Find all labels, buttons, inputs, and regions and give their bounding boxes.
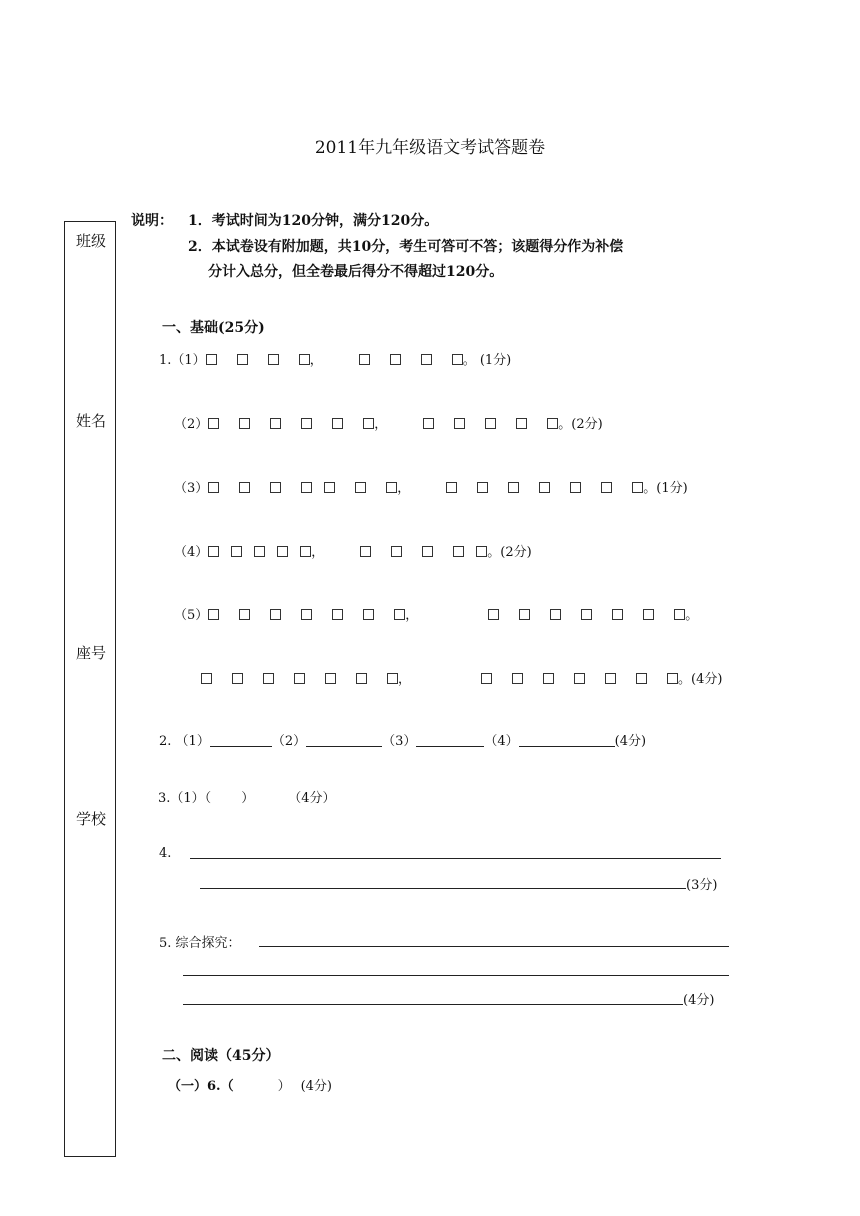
q6-label: （一）6.（	[168, 1079, 234, 1094]
paren: ）	[241, 791, 255, 806]
q5-answer-line-2[interactable]	[183, 975, 729, 976]
answer-box[interactable]	[390, 354, 401, 365]
score: 。(2分)	[487, 545, 532, 560]
answer-box[interactable]	[270, 482, 281, 493]
answer-box[interactable]	[356, 673, 367, 684]
answer-box[interactable]	[239, 418, 250, 429]
answer-box[interactable]	[359, 354, 370, 365]
punctuation: 。	[685, 608, 699, 623]
comma: ，	[397, 481, 411, 496]
answer-box[interactable]	[643, 609, 654, 620]
answer-box[interactable]	[231, 546, 242, 557]
student-info-box	[64, 221, 116, 1157]
answer-box[interactable]	[277, 546, 288, 557]
answer-box[interactable]	[476, 546, 487, 557]
answer-box[interactable]	[386, 482, 397, 493]
answer-box[interactable]	[488, 609, 499, 620]
q4-answer-line-1[interactable]	[190, 858, 721, 859]
answer-box[interactable]	[391, 546, 402, 557]
q1-part2	[174, 413, 603, 432]
answer-box[interactable]	[581, 609, 592, 620]
score: 。(1分)	[643, 481, 688, 496]
answer-box[interactable]	[208, 546, 219, 557]
answer-box[interactable]	[239, 609, 250, 620]
score: 。(2分)	[558, 417, 603, 432]
answer-box[interactable]	[636, 673, 647, 684]
answer-box[interactable]	[363, 418, 374, 429]
q3-label: 3.（1）（	[158, 791, 212, 806]
answer-box[interactable]	[394, 609, 405, 620]
instructions-prefix: 说明：	[131, 213, 173, 229]
q4-label: 4.	[159, 846, 172, 861]
answer-box[interactable]	[601, 482, 612, 493]
answer-box[interactable]	[208, 609, 219, 620]
answer-box[interactable]	[612, 609, 623, 620]
instruction-2a: 2．本试卷设有附加题，共10分，考生可答可不答；该题得分作为补偿	[188, 239, 624, 255]
answer-box[interactable]	[516, 418, 527, 429]
answer-box[interactable]	[632, 482, 643, 493]
q5-answer-line-3[interactable]	[183, 1004, 683, 1005]
class-label: 班级	[75, 232, 106, 250]
q1-part1-label: 1.（1）	[159, 353, 206, 368]
answer-box[interactable]	[268, 354, 279, 365]
q1-part5-label: （5）	[174, 608, 209, 623]
score: （4分）	[288, 791, 336, 806]
answer-box[interactable]	[355, 482, 366, 493]
q5-answer-line-1[interactable]	[259, 946, 729, 947]
school-label: 学校	[75, 810, 106, 828]
q1-part5	[174, 604, 698, 623]
answer-box[interactable]	[477, 482, 488, 493]
answer-box[interactable]	[201, 673, 212, 684]
q2-sub3-label: （3）	[382, 734, 417, 749]
answer-box[interactable]	[299, 354, 310, 365]
seat-label: 座号	[75, 644, 106, 662]
answer-box[interactable]	[387, 673, 398, 684]
q4-answer-line-2[interactable]	[200, 888, 686, 889]
q1-part4-label: （4）	[174, 545, 209, 560]
section-2-heading: 二、阅读（45分）	[162, 1048, 280, 1064]
q2-sub4-label: （4）	[484, 734, 519, 749]
comma: ，	[405, 608, 419, 623]
answer-box[interactable]	[422, 546, 433, 557]
answer-box[interactable]	[512, 673, 523, 684]
answer-box[interactable]	[263, 673, 274, 684]
answer-box[interactable]	[453, 546, 464, 557]
q2-answer-2[interactable]	[306, 734, 382, 747]
answer-box[interactable]	[301, 482, 312, 493]
answer-box[interactable]	[674, 609, 685, 620]
answer-box[interactable]	[270, 418, 281, 429]
section-1-heading: 一、基础(25分)	[162, 320, 265, 336]
answer-box[interactable]	[543, 673, 554, 684]
comma: ，	[374, 417, 388, 432]
answer-box[interactable]	[519, 609, 530, 620]
answer-box[interactable]	[294, 673, 305, 684]
answer-box[interactable]	[325, 673, 336, 684]
answer-box[interactable]	[570, 482, 581, 493]
paren: ）	[277, 1079, 291, 1094]
answer-box[interactable]	[301, 418, 312, 429]
answer-box[interactable]	[421, 354, 432, 365]
answer-box[interactable]	[324, 482, 335, 493]
q5-label: 5. 综合探究：	[159, 936, 241, 951]
q1-part5-line2	[201, 668, 722, 687]
score: 。 (1分)	[462, 353, 512, 368]
answer-box[interactable]	[232, 673, 243, 684]
answer-box[interactable]	[300, 546, 311, 557]
q1-part3	[174, 477, 688, 496]
answer-box[interactable]	[332, 609, 343, 620]
answer-box[interactable]	[239, 482, 250, 493]
answer-box[interactable]	[452, 354, 463, 365]
answer-box[interactable]	[237, 354, 248, 365]
score: (4分)	[300, 1079, 333, 1094]
answer-box[interactable]	[539, 482, 550, 493]
comma: ，	[309, 353, 323, 368]
answer-box[interactable]	[446, 482, 457, 493]
q6	[168, 1075, 332, 1094]
answer-box[interactable]	[550, 609, 561, 620]
answer-box[interactable]	[454, 418, 465, 429]
answer-box[interactable]	[206, 354, 217, 365]
answer-box[interactable]	[547, 418, 558, 429]
answer-box[interactable]	[363, 609, 374, 620]
q1-part2-label: （2）	[174, 417, 209, 432]
answer-box[interactable]	[332, 418, 343, 429]
page-title: 2011年九年级语文考试答题卷	[314, 138, 546, 158]
q2-answer-1[interactable]	[210, 734, 272, 747]
answer-box[interactable]	[667, 673, 678, 684]
score: (4分)	[614, 734, 647, 749]
answer-box[interactable]	[270, 609, 281, 620]
answer-box[interactable]	[574, 673, 585, 684]
q1-part1	[159, 349, 511, 368]
q4-score: (3分)	[686, 878, 718, 893]
q1-part3-label: （3）	[174, 481, 209, 496]
answer-box[interactable]	[301, 609, 312, 620]
score: 。(4分)	[678, 672, 723, 687]
instruction-1: 1．考试时间为120分钟，满分120分。	[188, 213, 439, 229]
comma: ，	[311, 545, 325, 560]
comma: ，	[398, 672, 412, 687]
answer-box[interactable]	[360, 546, 371, 557]
q2-label: 2.	[159, 734, 172, 749]
q2-answer-3[interactable]	[416, 734, 484, 747]
instruction-2b: 分计入总分，但全卷最后得分不得超过120分。	[208, 264, 504, 280]
q2-sub2-label: （2）	[271, 734, 307, 749]
answer-box[interactable]	[481, 673, 492, 684]
answer-box[interactable]	[254, 546, 265, 557]
q2-answer-4[interactable]	[519, 734, 615, 747]
answer-box[interactable]	[485, 418, 496, 429]
answer-box[interactable]	[423, 418, 434, 429]
answer-box[interactable]	[508, 482, 519, 493]
answer-box[interactable]	[605, 673, 616, 684]
answer-box[interactable]	[208, 418, 219, 429]
q1-part4	[174, 541, 532, 560]
answer-box[interactable]	[208, 482, 219, 493]
name-label: 姓名	[75, 412, 106, 430]
q2-sub1-label: （1）	[175, 734, 210, 749]
q5-score: (4分)	[683, 993, 715, 1008]
q3	[158, 787, 335, 806]
q2	[159, 730, 646, 749]
